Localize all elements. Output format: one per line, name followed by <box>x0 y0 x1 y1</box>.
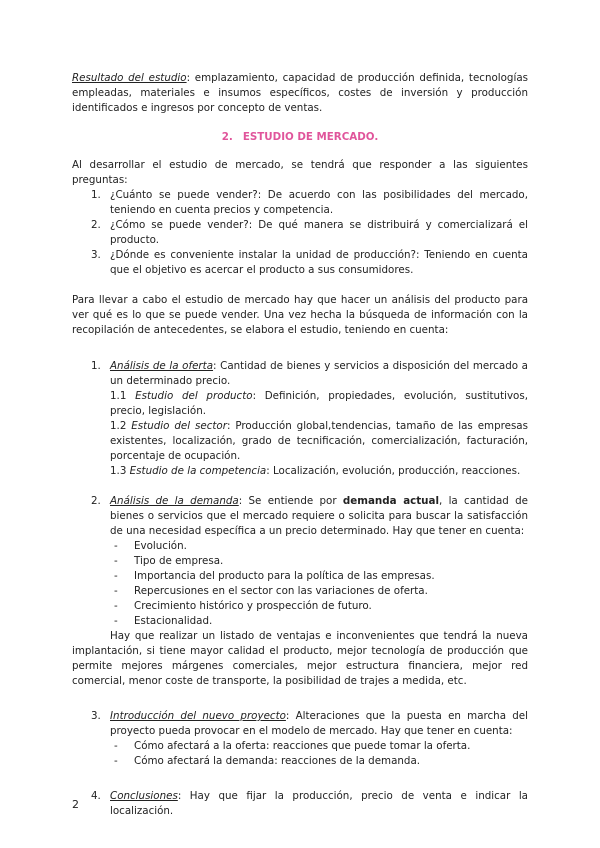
section-demanda: 2. Análisis de la demanda: Se entiende por demanda actual, la cantidad de bienes o servicios que el mercado requiere o solicita para buscar la satisfacción de una necesidad específica a un precio determinado. Hay que tener en cuenta: - Evolución. - Tipo de empresa. - Importancia del producto para la política de las empresas. - Repercusiones en el sector con las variaciones de oferta. - Crecimiento histórico y prospección de futuro. - Estacionalidad. <box>72 494 528 629</box>
questions-list <box>72 188 528 278</box>
demanda-list <box>110 539 528 629</box>
list-item: - Importancia del producto para la política de las empresas. <box>110 569 528 584</box>
conclusiones-label: Conclusiones <box>110 790 178 802</box>
heading-title: ESTUDIO DE MERCADO. <box>242 131 379 143</box>
list-item: - Repercusiones en el sector con las variaciones de oferta. <box>110 584 528 599</box>
question-item: 1. ¿Cuánto se puede vender?: De acuerdo con las posibilidades del mercado, teniendo en cuenta precios y competencia. <box>91 189 528 216</box>
section-oferta: 1. Análisis de la oferta: Cantidad de bienes y servicios a disposición del mercado a un determinado precio. 1.1 Estudio del producto: Definición, propiedades, evolución, sustitutivos, precio, legislación. 1.2 Estudio del sector: Producción global,tendencias, tamaño de las empresas existentes, localización, grado de tecnificación, comercialización, facturación, porcentaje de ocupación. 1.3 Estudio de la competencia: Localización, evolución, producción, reacciones. <box>91 360 528 477</box>
list-item: - Crecimiento histórico y prospección de futuro. <box>110 599 528 614</box>
page-number: 2 <box>72 798 79 811</box>
list-item: - Cómo afectará a la oferta: reacciones que puede tomar la oferta. <box>110 739 528 754</box>
section-heading <box>72 130 528 145</box>
section-conclusiones: 4. Conclusiones: Hay que fijar la producción, precio de venta e indicar la localización. <box>91 790 528 817</box>
sub-competencia: 1.3 Estudio de la competencia: Localización, evolución, producción, reacciones. <box>110 465 521 477</box>
demanda-actual-bold: demanda actual <box>342 495 439 507</box>
ventajas-paragraph: Hay que realizar un listado de ventajas e inconvenientes que tendrá la nueva implantación, si tiene mayor calidad el producto, mejor tecnología de producción que permite mejores márgenes comerciales, mejor estructura financiera, mejor red comercial, menor coste de transporte, la posibilidad de trajes a medida, etc. <box>72 630 528 687</box>
lead-paragraph: Al desarrollar el estudio de mercado, se tendrá que responder a las siguientes preguntas: <box>72 159 528 186</box>
list-item: - Evolución. <box>110 539 528 554</box>
demanda-label: Análisis de la demanda <box>110 495 239 507</box>
section-proyecto: 3. Introducción del nuevo proyecto: Alteraciones que la puesta en marcha del proyecto pueda provocar en el modelo de mercado. Hay que tener en cuenta: - Cómo afectará a la oferta: reacciones que puede tomar la oferta. - Cómo afectará la demanda: reacciones de la demanda. <box>72 709 528 769</box>
proyecto-list <box>110 739 528 769</box>
intro-label: Resultado del estudio <box>72 72 187 84</box>
proyecto-label: Introducción del nuevo proyecto <box>110 710 286 722</box>
question-item: 3. ¿Dónde es conveniente instalar la unidad de producción?: Teniendo en cuenta que el objetivo es acercar el producto a sus consumidores. <box>91 249 528 276</box>
intro-paragraph <box>72 71 528 116</box>
sub-producto: 1.1 Estudio del producto: Definición, propiedades, evolución, sustitutivos, precio, legislación. <box>110 390 528 417</box>
oferta-label: Análisis de la oferta <box>110 360 214 372</box>
heading-number: 2. <box>221 131 233 143</box>
study-paragraph: Para llevar a cabo el estudio de mercado hay que hacer un análisis del producto para ver qué es lo que se puede vender. Una vez hecha la búsqueda de información con la recopilación de antecedentes, se elabora el estudio, teniendo en cuenta: <box>72 294 528 336</box>
list-item: - Estacionalidad. <box>110 614 528 629</box>
list-item: - Cómo afectará la demanda: reacciones de la demanda. <box>110 754 528 769</box>
sub-sector: 1.2 Estudio del sector: Producción global,tendencias, tamaño de las empresas existentes, localización, grado de tecnificación, comercialización, facturación, porcentaje de ocupación. <box>110 420 528 462</box>
document-page <box>72 71 528 819</box>
question-item: 2. ¿Cómo se puede vender?: De qué manera se distribuirá y comercializará el producto. <box>91 219 528 246</box>
list-item: - Tipo de empresa. <box>110 554 528 569</box>
intro-text: : emplazamiento, capacidad de producción definida, tecnologías empleadas, materiales e insumos específicos, costes de inversión y producción identificados e ingresos por concepto de ventas. <box>72 72 529 114</box>
